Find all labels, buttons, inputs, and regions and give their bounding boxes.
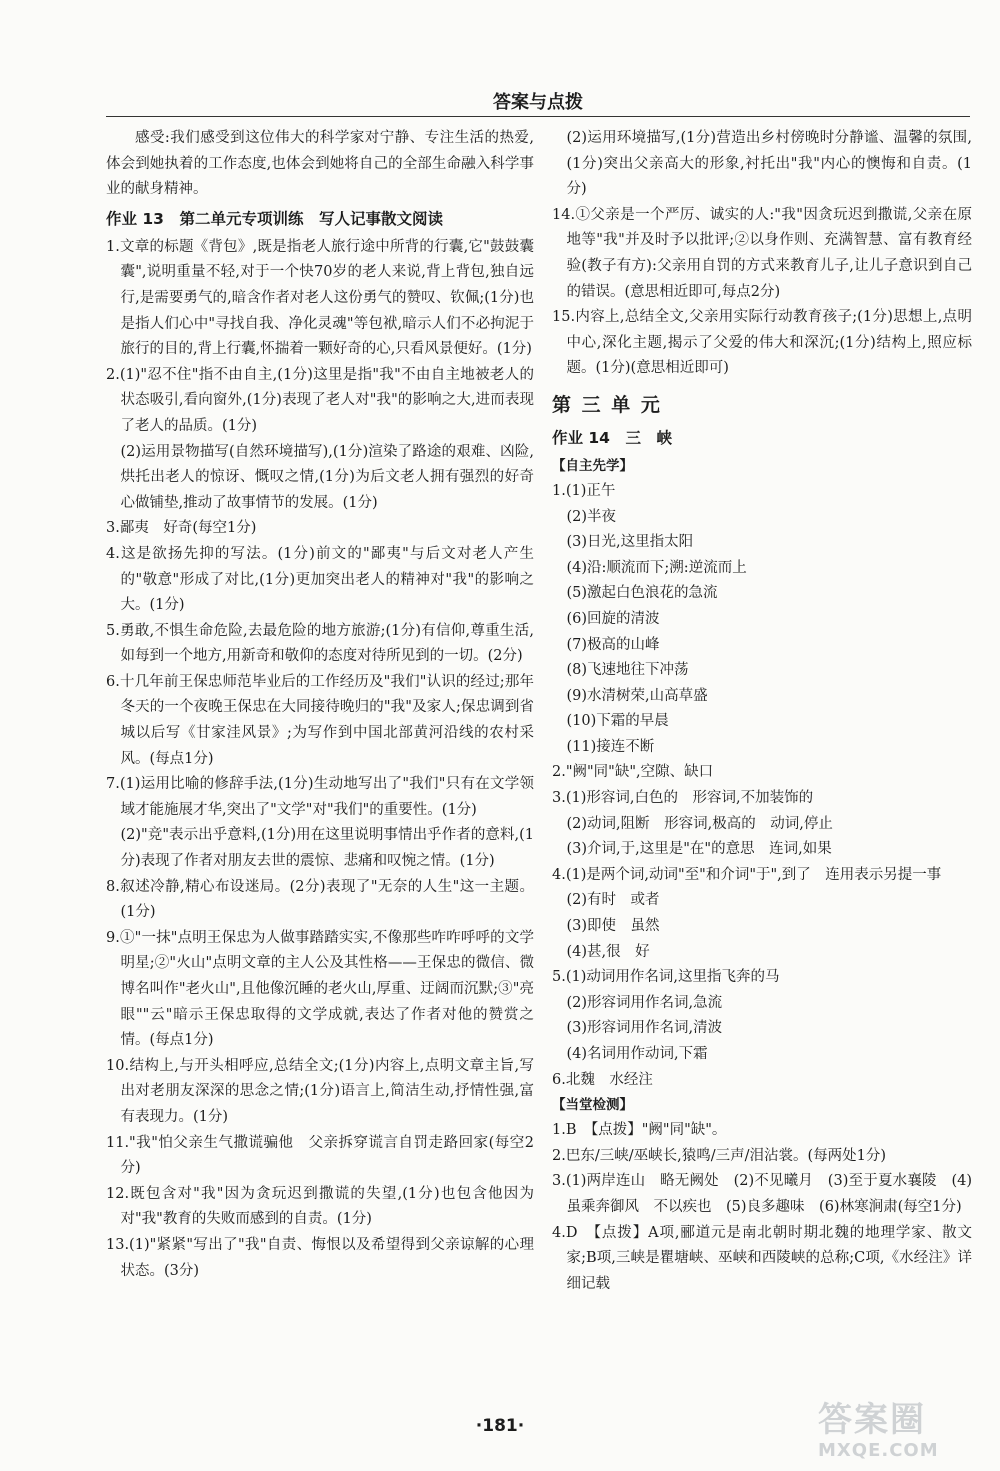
left-column <box>106 126 534 1284</box>
answer-item: 2.巴东/三峡/巫峡长,猿鸣/三声/泪沾裳。(每两处1分) <box>552 1147 887 1164</box>
answer-item: 3.(1)形容词,白色的 形容词,不加装饰的 <box>552 790 814 807</box>
answer-item: 3.(1)两岸连山 略无阙处 (2)不见曦月 (3)至于夏水襄陵 (4)虽乘奔御风 不以疾也 (5)良多趣味 (6)林寒涧肃(每空1分) <box>552 1173 972 1215</box>
answer-item: 4.(1)是两个词,动词"至"和介词"于",到了 连用表示另提一事 <box>552 866 942 883</box>
unit-title: 第 三 单 元 <box>552 393 662 416</box>
answer-subitem: (2)形容词用作名词,急流 <box>566 994 723 1011</box>
running-header: 答案与点拨 <box>493 92 583 113</box>
answer-item: 5.勇敢,不惧生命危险,去最危险的地方旅游;(1分)有信仰,尊重生活,如每到一个地方,用新奇和敬仰的态度对待所见到的一切。(2分) <box>106 622 534 665</box>
answer-subitem: (2)半夜 <box>566 508 617 525</box>
answer-item: 6.十几年前王保忠师范毕业后的工作经历及"我们"认识的经过;那年冬天的一个夜晚王保忠在大同接待晚归的"我"及家人;保忠调到省城以后写《甘家洼风景》;为写作到中国北部黄河沿线的农村采风。(每点1分) <box>106 673 534 767</box>
section-title-13: 作业 13 第二单元专项训练 写人记事散文阅读 <box>106 209 443 228</box>
right-column <box>552 126 972 1297</box>
answer-subitem: (6)回旋的清波 <box>566 610 660 627</box>
answer-item: 9.①"一抹"点明王保忠为人做事踏踏实实,不像那些咋咋呼呼的文学明星;②"火山"点明文章的主人公及其性格——王保忠的微信、微博名叫作"老火山",且他像沉睡的老火山,厚重、迂阔而沉默;③"亮眼""云"暗示王保忠取得的文学成就,表达了作者对他的赞赏之情。(每点1分) <box>106 929 534 1049</box>
in-class-check-tag: 【当堂检测】 <box>552 1097 633 1114</box>
answer-item: (2)运用环境描写,(1分)营造出乡村傍晚时分静谧、温馨的氛围,(1分)突出父亲高大的形象,衬托出"我"内心的懊悔和自责。(1分) <box>566 130 972 198</box>
answer-item: 13.(1)"紧紧"写出了"我"自责、悔恨以及希望得到父亲谅解的心理状态。(3分) <box>106 1236 534 1279</box>
answer-item: 14.①父亲是一个严厉、诚实的人:"我"因贪玩迟到撒谎,父亲在原地等"我"并及时予以批评;②以身作则、充满智慧、富有教育经验(教子有方):父亲用自罚的方式来教育儿子,让儿子意识到自己的错误。(意思相近即可,每点2分) <box>552 206 972 300</box>
header-rule <box>106 116 970 117</box>
answer-item: 11."我"怕父亲生气撒谎骗他 父亲拆穿谎言自罚走路回家(每空2分) <box>106 1134 534 1177</box>
answer-item: (2)"竞"表示出乎意料,(1分)用在这里说明事情出乎作者的意料,(1分)表现了作者对朋友去世的震惊、悲痛和叹惋之情。(1分) <box>120 827 534 870</box>
site-watermark <box>818 1400 988 1468</box>
answer-item: 1.文章的标题《背包》,既是指老人旅行途中所背的行囊,它"鼓鼓囊囊",说明重量不轻,对于一个快70岁的老人来说,背上背包,独自远行,是需要勇气的,暗含作者对老人这份勇气的赞叹、钦佩;(1分)也是指人们心中"寻找自我、净化灵魂"等包袱,暗示人们不必拘泥于旅行的目的,背上行囊,怀揣着一颗好奇的心,只看风景便好。(1分) <box>106 238 534 358</box>
answer-item: 2."阙"同"缺",空隙、缺口 <box>552 764 714 781</box>
answer-item: 4.D 【点拨】A项,郦道元是南北朝时期北魏的地理学家、散文家;B项,三峡是瞿塘峡、巫峡和西陵峡的总称;C项,《水经注》详细记载 <box>552 1224 972 1292</box>
answer-item: 1.B 【点拨】"阙"同"缺"。 <box>552 1122 727 1139</box>
answer-subitem: (3)即使 虽然 <box>566 918 660 935</box>
answer-subitem: (10)下霜的早晨 <box>566 713 669 730</box>
answer-item: 10.结构上,与开头相呼应,总结全文;(1分)内容上,点明文章主旨,写出对老朋友深深的思念之情;(1分)语言上,简洁生动,抒情性强,富有表现力。(1分) <box>106 1057 534 1125</box>
answer-item: 2.(1)"忍不住"指不由自主,(1分)这里是指"我"不由自主地被老人的状态吸引,看向窗外,(1分)表现了老人对"我"的影响之大,进而表现了老人的品质。(1分) <box>106 366 534 434</box>
answer-item: 15.内容上,总结全文,父亲用实际行动教育孩子;(1分)思想上,点明中心,深化主题,揭示了父爱的伟大和深沉;(1分)结构上,照应标题。(1分)(意思相近即可) <box>552 309 972 377</box>
answer-subitem: (3)形容词用作名词,清波 <box>566 1020 723 1037</box>
answer-subitem: (4)名词用作动词,下霜 <box>566 1046 708 1062</box>
watermark-url: MXQE.COM <box>818 1440 939 1461</box>
answer-item: 8.叙述冷静,精心布设迷局。(2分)表现了"无奈的人生"这一主题。(1分) <box>106 878 534 921</box>
answer-subitem: (4)甚,很 好 <box>566 943 650 960</box>
answer-item: 3.鄙夷 好奇(每空1分) <box>106 520 257 537</box>
answer-item: 12.既包含对"我"因为贪玩迟到撒谎的失望,(1分)也包含他因为对"我"教育的失败而感到的自责。(1分) <box>106 1185 534 1228</box>
section-title-14: 作业 14 三 峡 <box>552 428 672 447</box>
answer-subitem: (4)沿:顺流而下;溯:逆流而上 <box>566 559 747 576</box>
answer-item: (2)运用景物描写(自然环境描写),(1分)渲染了路途的艰难、凶险,烘托出老人的惊讶、慨叹之情,(1分)为后文老人拥有强烈的好奇心做铺垫,推动了故事情节的发展。(1分) <box>120 443 534 511</box>
answer-item: 5.(1)动词用作名词,这里指飞奔的马 <box>552 969 780 986</box>
answer-subitem: (2)动词,阻断 形容词,极高的 动词,停止 <box>566 815 833 832</box>
answer-subitem: (8)飞速地往下冲荡 <box>566 662 689 679</box>
page-number: ·181· <box>475 1416 525 1436</box>
answer-subitem: (7)极高的山峰 <box>566 636 660 653</box>
answer-item: 1.(1)正午 <box>552 482 616 499</box>
answer-item: 7.(1)运用比喻的修辞手法,(1分)生动地写出了"我们"只有在文学领域才能施展才华,突出了"文学"对"我们"的重要性。(1分) <box>106 776 534 818</box>
answer-subitem: (3)日光,这里指太阳 <box>566 534 694 551</box>
answer-item: 6.北魏 水经注 <box>552 1071 653 1088</box>
watermark-logo-text: 答案圈 <box>818 1400 926 1440</box>
answer-subitem: (9)水清树荣,山高草盛 <box>566 687 708 704</box>
self-study-tag: 【自主先学】 <box>552 457 633 474</box>
answer-subitem: (11)接连不断 <box>566 738 655 755</box>
answer-subitem: (2)有时 或者 <box>566 892 660 909</box>
answer-subitem: (5)激起白色浪花的急流 <box>566 585 718 602</box>
answer-subitem: (3)介词,于,这里是"在"的意思 连词,如果 <box>566 841 832 858</box>
answer-item: 4.这是欲扬先抑的写法。(1分)前文的"鄙夷"与后文对老人产生的"敬意"形成了对比,(1分)更加突出老人的精神对"我"的影响之大。(1分) <box>106 545 534 614</box>
intro-paragraph: 感受:我们感受到这位伟大的科学家对宁静、专注生活的热爱,体会到她执着的工作态度,也体会到她将自己的全部生命融入科学事业的献身精神。 <box>106 130 534 198</box>
